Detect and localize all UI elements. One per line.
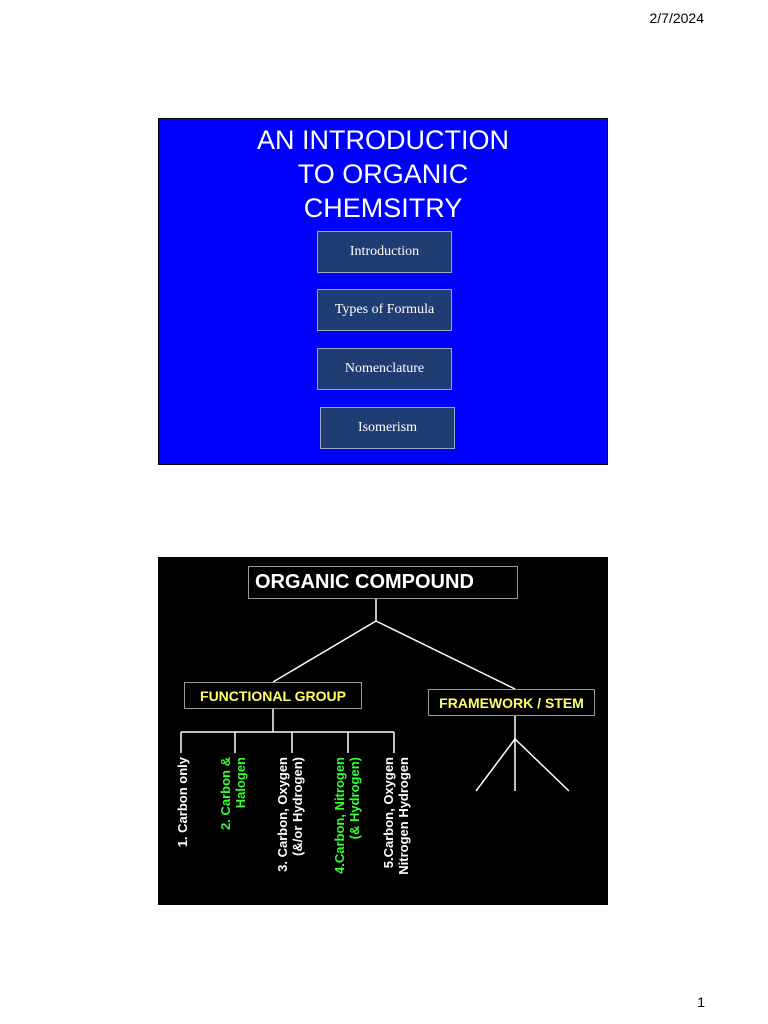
page-number: 1 <box>697 994 705 1010</box>
title-line: CHEMSITRY <box>303 193 463 223</box>
group-label-carbon-halogen: 2. Carbon & Halogen <box>218 757 248 830</box>
nomenclature-button[interactable]: Nomenclature <box>317 348 452 390</box>
title-line: AN INTRODUCTION <box>257 125 509 155</box>
framework-stem-box: FRAMEWORK / STEM <box>428 689 595 716</box>
group-label-carbon-oxygen-nitrogen: 5.Carbon, Oxygen Nitrogen Hydrogen <box>381 757 411 875</box>
introduction-button[interactable]: Introduction <box>317 231 452 273</box>
slide-title <box>159 123 607 225</box>
group-label-carbon-only: 1. Carbon only <box>175 757 190 848</box>
page-date: 2/7/2024 <box>649 10 704 26</box>
organic-compound-box: ORGANIC COMPOUND <box>248 566 518 599</box>
types-of-formula-button[interactable]: Types of Formula <box>317 289 452 331</box>
intro-slide <box>158 118 608 465</box>
title-line: TO ORGANIC <box>297 159 469 189</box>
isomerism-button[interactable]: Isomerism <box>320 407 455 449</box>
group-label-carbon-oxygen: 3. Carbon, Oxygen (&/or Hydrogen) <box>275 757 305 872</box>
organic-compound-slide <box>158 557 608 905</box>
group-label-carbon-nitrogen: 4.Carbon, Nitrogen (& Hydrogen) <box>332 757 362 875</box>
functional-group-box: FUNCTIONAL GROUP <box>184 682 362 709</box>
